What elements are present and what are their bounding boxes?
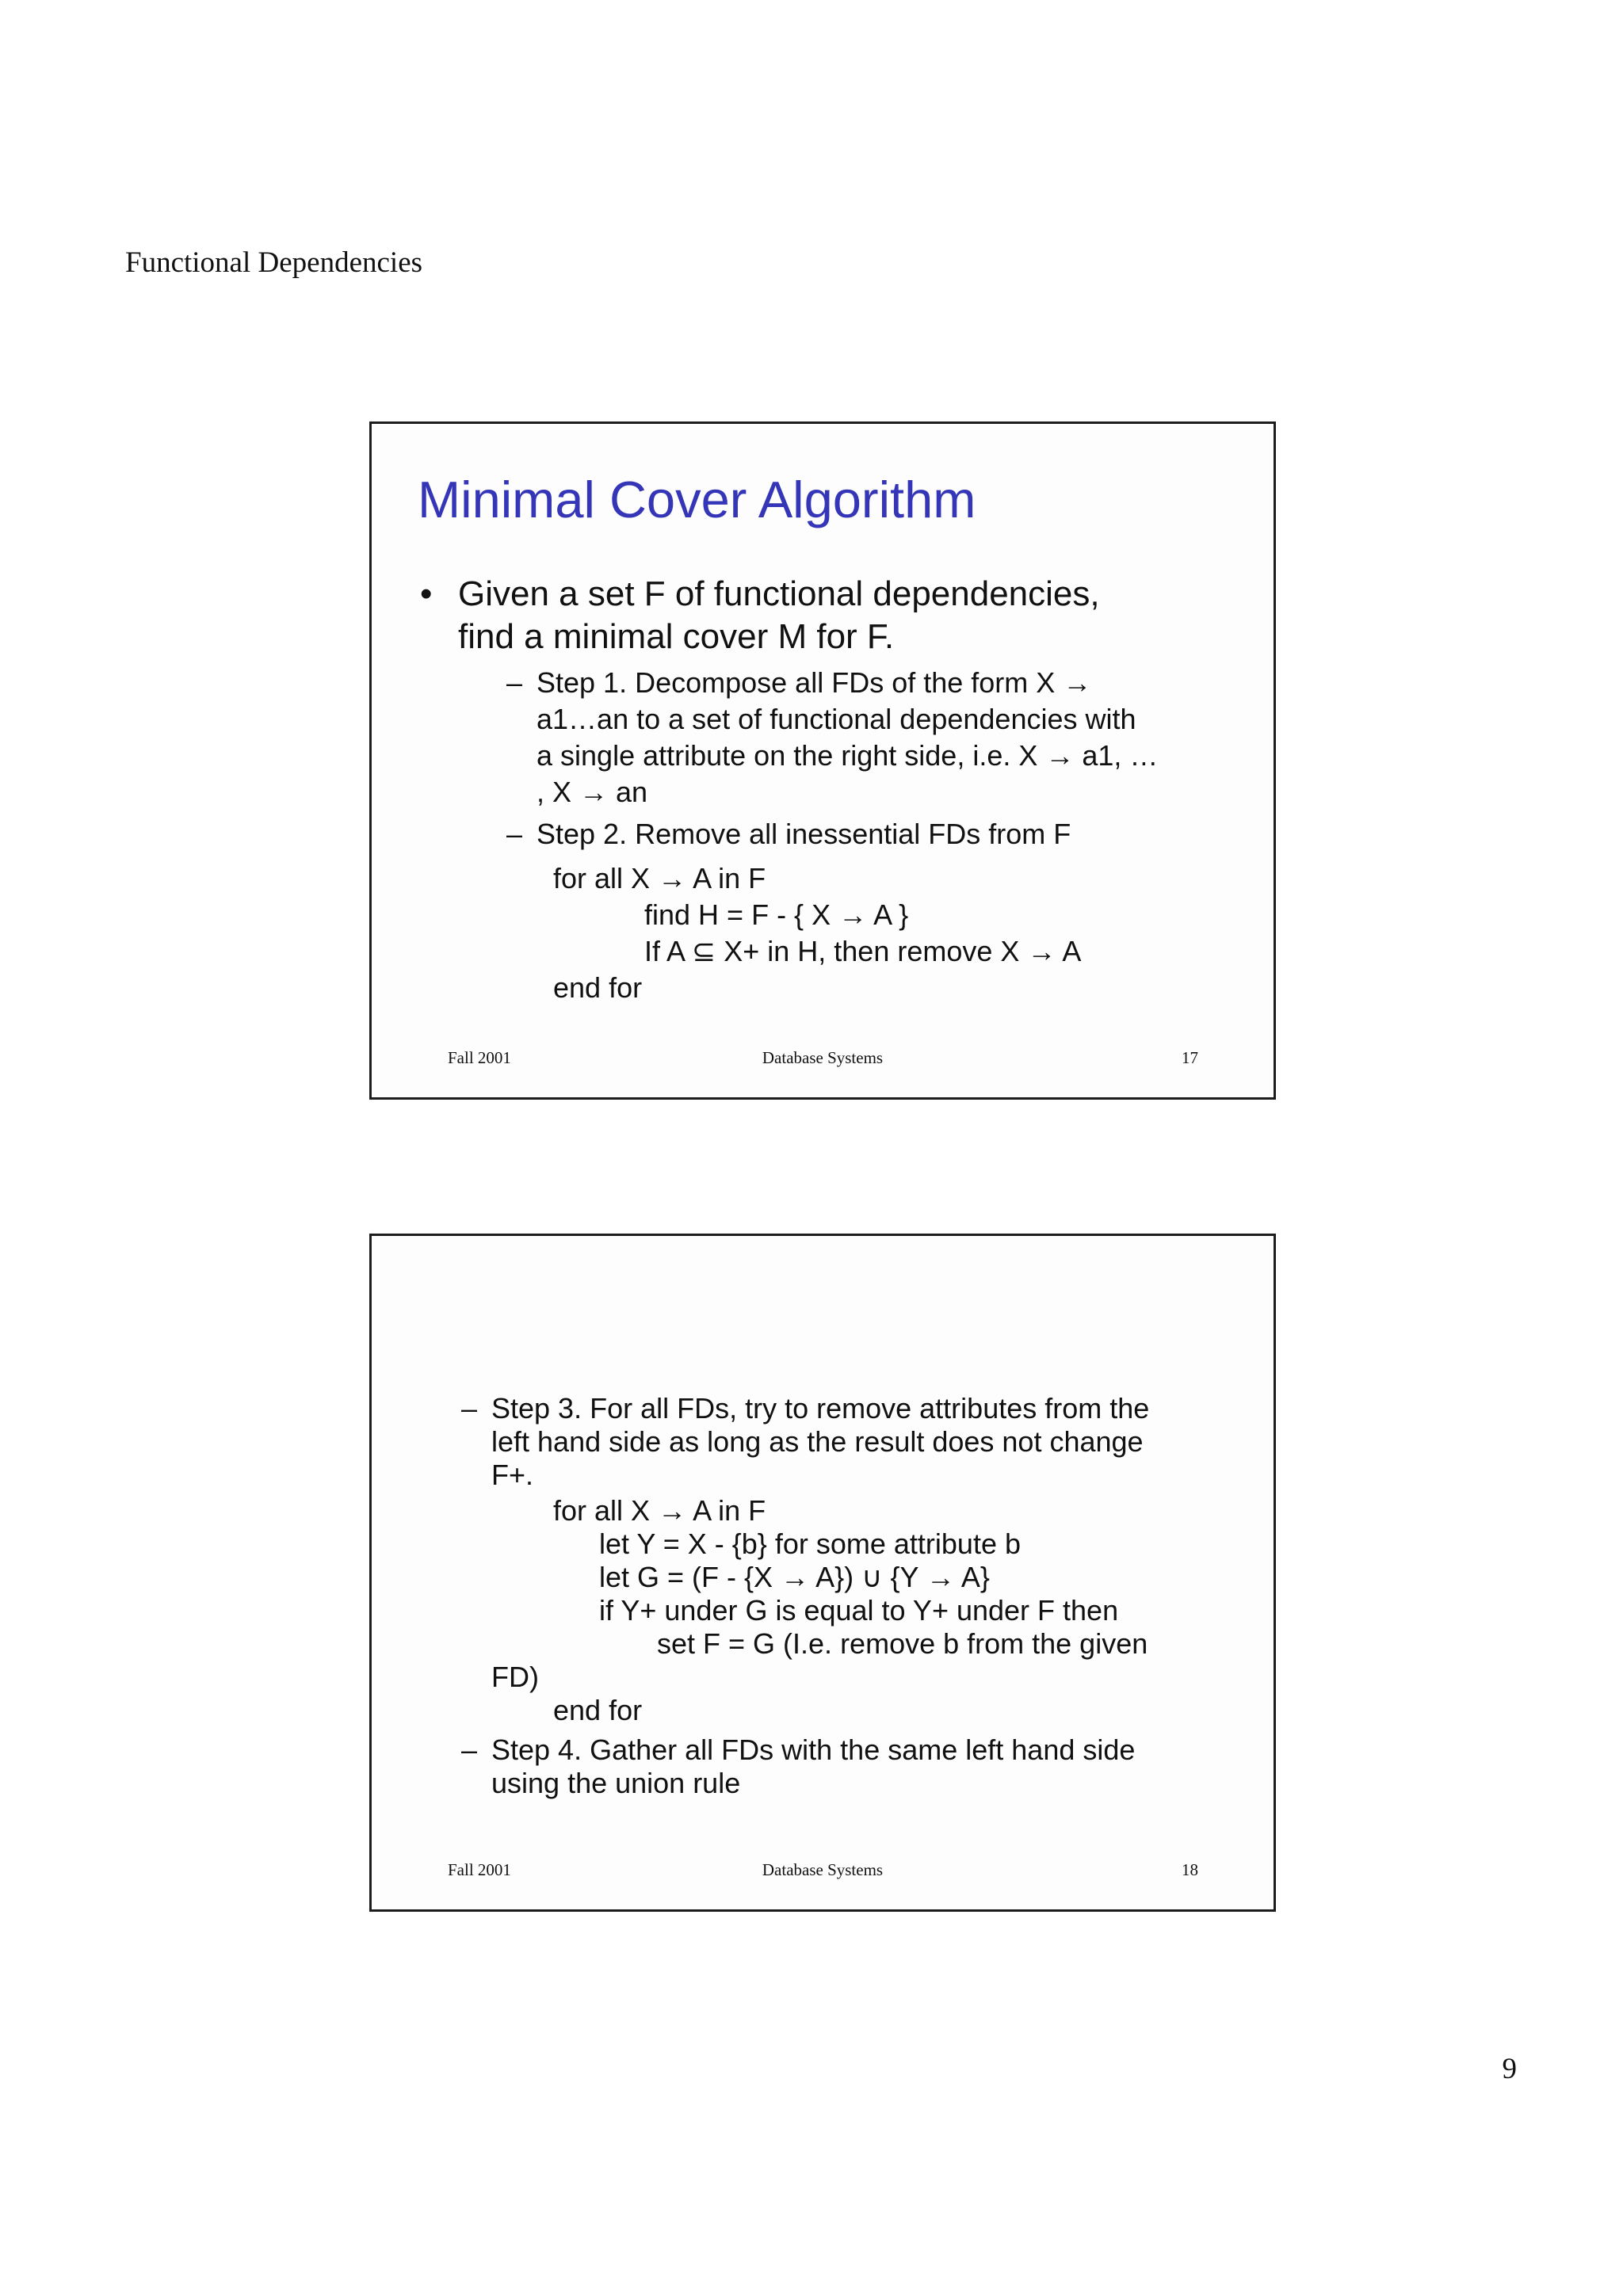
step-3 (461, 1392, 1150, 1492)
step-line: a single attribute on the right side, i.e. X → a1, … (537, 739, 1159, 772)
step-line: Step 4. Gather all FDs with the same left hand side (491, 1733, 1136, 1766)
footer-date: Fall 2001 (448, 1860, 511, 1879)
code-line: find H = F - { X → A } (644, 898, 909, 931)
step-line: F+. (491, 1459, 534, 1491)
footer-slide-number: 17 (1182, 1048, 1198, 1067)
code-line: let Y = X - {b} for some attribute b (599, 1527, 1021, 1560)
code-line: let G = (F - {X → A}) ∪ {Y → A} (599, 1561, 990, 1593)
code-line: set F = G (I.e. remove b from the given (657, 1627, 1148, 1660)
dash-marker: – (461, 1392, 478, 1425)
page-header: Functional Dependencies (125, 246, 423, 279)
bullet-line: Given a set F of functional dependencies, (458, 574, 1100, 613)
code-line: end for (553, 1694, 643, 1726)
code-line: if Y+ under G is equal to Y+ under F then (599, 1594, 1119, 1627)
footer-date: Fall 2001 (448, 1048, 511, 1067)
footer-course: Database Systems (762, 1860, 884, 1879)
step-line: using the union rule (491, 1767, 741, 1799)
page-number: 9 (1502, 2053, 1517, 2085)
code-line: If A ⊆ X+ in H, then remove X → A (644, 935, 1082, 967)
step-line: Step 2. Remove all inessential FDs from F (537, 818, 1071, 850)
bullet-line: find a minimal cover M for F. (458, 617, 895, 656)
dash-marker: – (506, 818, 523, 850)
footer-course: Database Systems (762, 1048, 884, 1067)
step-line: left hand side as long as the result does not change (491, 1425, 1144, 1458)
code-line: for all X → A in F (553, 862, 766, 894)
step-line: a1…an to a set of functional dependencies with (537, 703, 1136, 735)
bullet-given-set (420, 573, 1100, 658)
step-4 (461, 1733, 1136, 1800)
code-line: for all X → A in F (553, 1494, 766, 1527)
step-1 (506, 665, 1159, 810)
code-line: end for (553, 971, 643, 1004)
slide-title: Minimal Cover Algorithm (418, 471, 976, 528)
step-line: , X → an (537, 776, 648, 808)
step-line: Step 3. For all FDs, try to remove attributes from the (491, 1392, 1150, 1425)
slide-17 (369, 421, 1276, 1100)
step-2 (506, 816, 1071, 852)
bullet-marker: • (420, 574, 433, 613)
footer-slide-number: 18 (1182, 1860, 1198, 1879)
dash-marker: – (506, 666, 523, 699)
slide-18 (369, 1234, 1276, 1912)
code-line: FD) (491, 1661, 539, 1693)
dash-marker: – (461, 1733, 478, 1766)
step-line: Step 1. Decompose all FDs of the form X → (537, 666, 1092, 699)
